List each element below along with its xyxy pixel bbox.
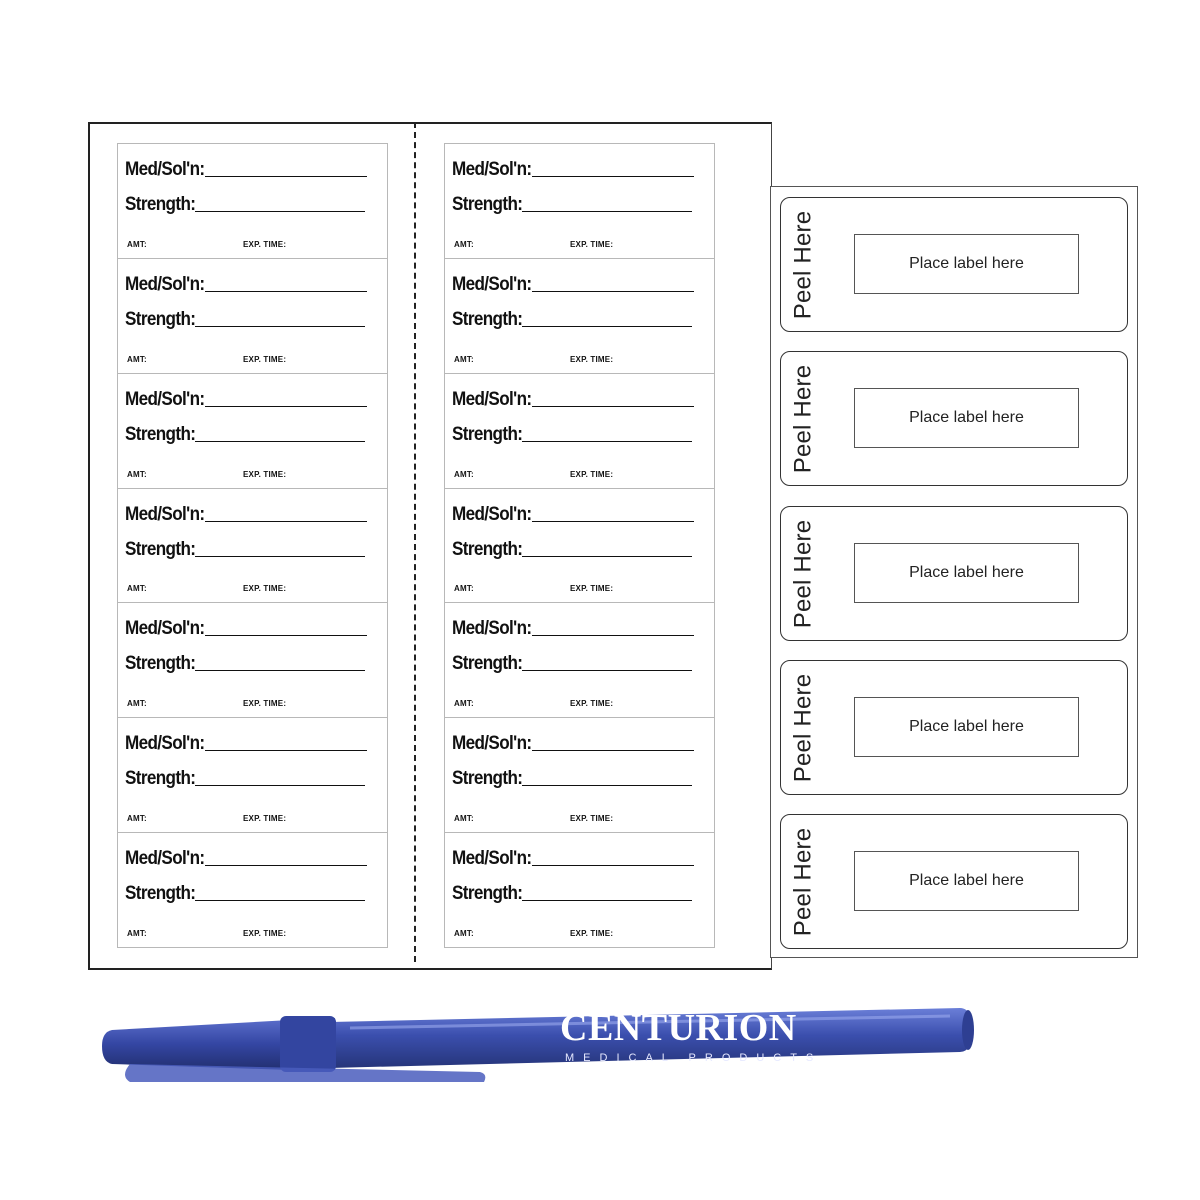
- peel-here-label: Peel Here: [789, 210, 816, 319]
- amt-exp-row: [127, 470, 286, 479]
- strength-field: [452, 653, 694, 675]
- pen-illustration: [90, 990, 990, 1110]
- exp-time-label: EXP. TIME:: [243, 699, 287, 709]
- med-label-left-3: [118, 374, 387, 489]
- amt-label: AMT:: [454, 814, 474, 824]
- perforation-line: [414, 122, 416, 962]
- strength-field-label: Strength:: [452, 883, 523, 905]
- amt-label: AMT:: [127, 699, 147, 709]
- exp-time-label: EXP. TIME:: [243, 354, 287, 364]
- peel-here-text: [783, 507, 823, 640]
- med-label-left-7: [118, 833, 387, 947]
- amt-exp-row: [127, 699, 286, 708]
- strength-field-label: Strength:: [452, 768, 523, 790]
- med-label-left-5: [118, 603, 387, 718]
- strength-field-label: Strength:: [125, 538, 196, 560]
- med-field-line[interactable]: [532, 406, 694, 407]
- strength-field-label: Strength:: [452, 194, 523, 215]
- strength-field: [452, 309, 694, 331]
- place-label-text: Place label here: [909, 564, 1024, 581]
- peel-here-text: [783, 352, 823, 485]
- strength-field: [125, 768, 367, 790]
- amt-label: AMT:: [127, 584, 147, 594]
- exp-time-label: EXP. TIME:: [243, 814, 287, 824]
- amt-label: AMT:: [454, 354, 474, 364]
- strength-field-line[interactable]: [522, 211, 692, 212]
- strength-field-label: Strength:: [125, 883, 196, 905]
- peel-here-label: Peel Here: [789, 827, 816, 936]
- place-label-text: Place label here: [909, 255, 1024, 272]
- place-label-box: [854, 851, 1079, 911]
- peel-here-label: Peel Here: [789, 673, 816, 782]
- amt-exp-row: [127, 584, 286, 593]
- med-field-line[interactable]: [205, 865, 367, 866]
- strength-field-line[interactable]: [195, 441, 365, 442]
- amt-label: AMT:: [127, 354, 147, 364]
- exp-time-label: EXP. TIME:: [570, 469, 614, 479]
- med-field-line[interactable]: [532, 291, 694, 292]
- amt-exp-row: [127, 355, 286, 364]
- med-field: [125, 733, 367, 755]
- peel-here-label: Peel Here: [789, 364, 816, 473]
- med-field-line[interactable]: [205, 750, 367, 751]
- med-field-line[interactable]: [532, 865, 694, 866]
- amt-label: AMT:: [454, 584, 474, 594]
- med-field-line[interactable]: [205, 291, 367, 292]
- strength-field: [452, 194, 694, 216]
- peel-item-1[interactable]: [780, 197, 1128, 332]
- label-column-left: [117, 143, 388, 948]
- peel-here-label: Peel Here: [789, 519, 816, 628]
- med-field-line[interactable]: [205, 635, 367, 636]
- strength-field-line[interactable]: [195, 326, 365, 327]
- strength-field-line[interactable]: [522, 326, 692, 327]
- strength-field: [452, 424, 694, 446]
- place-label-text: Place label here: [909, 872, 1024, 889]
- amt-exp-row: [127, 929, 286, 938]
- med-field: [125, 389, 367, 411]
- med-field-line[interactable]: [532, 635, 694, 636]
- med-field-line[interactable]: [532, 750, 694, 751]
- amt-label: AMT:: [454, 699, 474, 709]
- label-column-right: [444, 143, 715, 948]
- med-field-label: Med/Sol'n:: [452, 848, 532, 870]
- med-label-right-1: [445, 144, 714, 259]
- amt-label: AMT:: [127, 239, 147, 249]
- med-field: [452, 274, 694, 296]
- med-label-right-6: [445, 718, 714, 833]
- med-field: [125, 159, 367, 181]
- med-field-line[interactable]: [205, 521, 367, 522]
- strength-field: [125, 539, 367, 561]
- med-field-label: Med/Sol'n:: [125, 848, 205, 870]
- strength-field: [125, 424, 367, 446]
- place-label-box: [854, 697, 1079, 757]
- amt-exp-row: [454, 470, 613, 479]
- med-field: [125, 848, 367, 870]
- med-field: [452, 848, 694, 870]
- place-label-text: Place label here: [909, 409, 1024, 426]
- amt-label: AMT:: [127, 929, 147, 939]
- amt-exp-row: [454, 699, 613, 708]
- med-field-label: Med/Sol'n:: [125, 503, 205, 525]
- med-field-line[interactable]: [532, 176, 694, 177]
- strength-field-line[interactable]: [522, 441, 692, 442]
- med-field-label: Med/Sol'n:: [452, 273, 532, 295]
- med-field: [452, 733, 694, 755]
- exp-time-label: EXP. TIME:: [570, 354, 614, 364]
- place-label-box: [854, 543, 1079, 603]
- place-label-box: [854, 234, 1079, 294]
- med-field: [125, 504, 367, 526]
- med-field-label: Med/Sol'n:: [125, 733, 205, 755]
- amt-label: AMT:: [127, 814, 147, 824]
- strength-field-line[interactable]: [522, 900, 692, 901]
- strength-field-line[interactable]: [195, 785, 365, 786]
- med-label-right-4: [445, 489, 714, 604]
- strength-field: [452, 883, 694, 905]
- strength-field: [125, 194, 367, 216]
- strength-field-label: Strength:: [452, 653, 523, 675]
- peel-item-5[interactable]: [780, 814, 1128, 949]
- med-label-right-5: [445, 603, 714, 718]
- peel-here-text: [783, 198, 823, 331]
- med-field-label: Med/Sol'n:: [452, 618, 532, 640]
- strength-field: [125, 883, 367, 905]
- exp-time-label: EXP. TIME:: [243, 929, 287, 939]
- amt-label: AMT:: [454, 469, 474, 479]
- med-label-left-1: [118, 144, 387, 259]
- med-field: [125, 274, 367, 296]
- med-field: [452, 159, 694, 181]
- med-label-left-4: [118, 489, 387, 604]
- peel-item-2[interactable]: [780, 351, 1128, 486]
- med-field-line[interactable]: [205, 176, 367, 177]
- peel-here-text: [783, 815, 823, 948]
- amt-exp-row: [454, 355, 613, 364]
- strength-field: [125, 653, 367, 675]
- strength-field: [452, 768, 694, 790]
- amt-exp-row: [454, 240, 613, 249]
- strength-field-label: Strength:: [452, 538, 523, 560]
- pen-brand: CENTURION: [560, 1007, 797, 1049]
- med-field-label: Med/Sol'n:: [125, 618, 205, 640]
- strength-field-line[interactable]: [195, 556, 365, 557]
- med-field: [452, 504, 694, 526]
- strength-field: [452, 539, 694, 561]
- med-label-right-7: [445, 833, 714, 947]
- med-field-label: Med/Sol'n:: [125, 273, 205, 295]
- pen: [90, 990, 990, 1110]
- strength-field-label: Strength:: [125, 768, 196, 790]
- strength-field: [125, 309, 367, 331]
- med-field-label: Med/Sol'n:: [452, 503, 532, 525]
- place-label-text: Place label here: [909, 718, 1024, 735]
- strength-field-line[interactable]: [522, 556, 692, 557]
- exp-time-label: EXP. TIME:: [570, 699, 614, 709]
- exp-time-label: EXP. TIME:: [570, 584, 614, 594]
- med-field-line[interactable]: [532, 521, 694, 522]
- med-field-line[interactable]: [205, 406, 367, 407]
- exp-time-label: EXP. TIME:: [243, 469, 287, 479]
- peel-item-3[interactable]: [780, 506, 1128, 641]
- strength-field-line[interactable]: [195, 670, 365, 671]
- amt-exp-row: [454, 814, 613, 823]
- med-field-label: Med/Sol'n:: [125, 388, 205, 410]
- med-field-label: Med/Sol'n:: [452, 159, 532, 180]
- strength-field-label: Strength:: [125, 653, 196, 675]
- exp-time-label: EXP. TIME:: [570, 929, 614, 939]
- peel-item-4[interactable]: [780, 660, 1128, 795]
- pen-subtitle: MEDICAL PRODUCTS: [565, 1052, 823, 1064]
- med-field-label: Med/Sol'n:: [452, 733, 532, 755]
- med-label-right-3: [445, 374, 714, 489]
- exp-time-label: EXP. TIME:: [243, 239, 287, 249]
- exp-time-label: EXP. TIME:: [243, 584, 287, 594]
- strength-field-label: Strength:: [125, 308, 196, 330]
- exp-time-label: EXP. TIME:: [570, 239, 614, 249]
- pen-cap-ring: [280, 1016, 336, 1072]
- strength-field-line[interactable]: [195, 211, 365, 212]
- strength-field-label: Strength:: [125, 194, 196, 215]
- strength-field-label: Strength:: [452, 423, 523, 445]
- amt-label: AMT:: [454, 929, 474, 939]
- med-field: [452, 618, 694, 640]
- place-label-box: [854, 388, 1079, 448]
- strength-field-line[interactable]: [195, 900, 365, 901]
- med-label-left-6: [118, 718, 387, 833]
- strength-field-line[interactable]: [522, 670, 692, 671]
- med-label-left-2: [118, 259, 387, 374]
- med-field-label: Med/Sol'n:: [125, 159, 205, 180]
- amt-label: AMT:: [127, 469, 147, 479]
- strength-field-line[interactable]: [522, 785, 692, 786]
- amt-exp-row: [454, 584, 613, 593]
- amt-exp-row: [454, 929, 613, 938]
- med-field: [452, 389, 694, 411]
- amt-exp-row: [127, 240, 286, 249]
- peel-here-text: [783, 661, 823, 794]
- amt-label: AMT:: [454, 239, 474, 249]
- med-field: [125, 618, 367, 640]
- amt-exp-row: [127, 814, 286, 823]
- exp-time-label: EXP. TIME:: [570, 814, 614, 824]
- strength-field-label: Strength:: [452, 308, 523, 330]
- med-field-label: Med/Sol'n:: [452, 388, 532, 410]
- med-label-right-2: [445, 259, 714, 374]
- strength-field-label: Strength:: [125, 423, 196, 445]
